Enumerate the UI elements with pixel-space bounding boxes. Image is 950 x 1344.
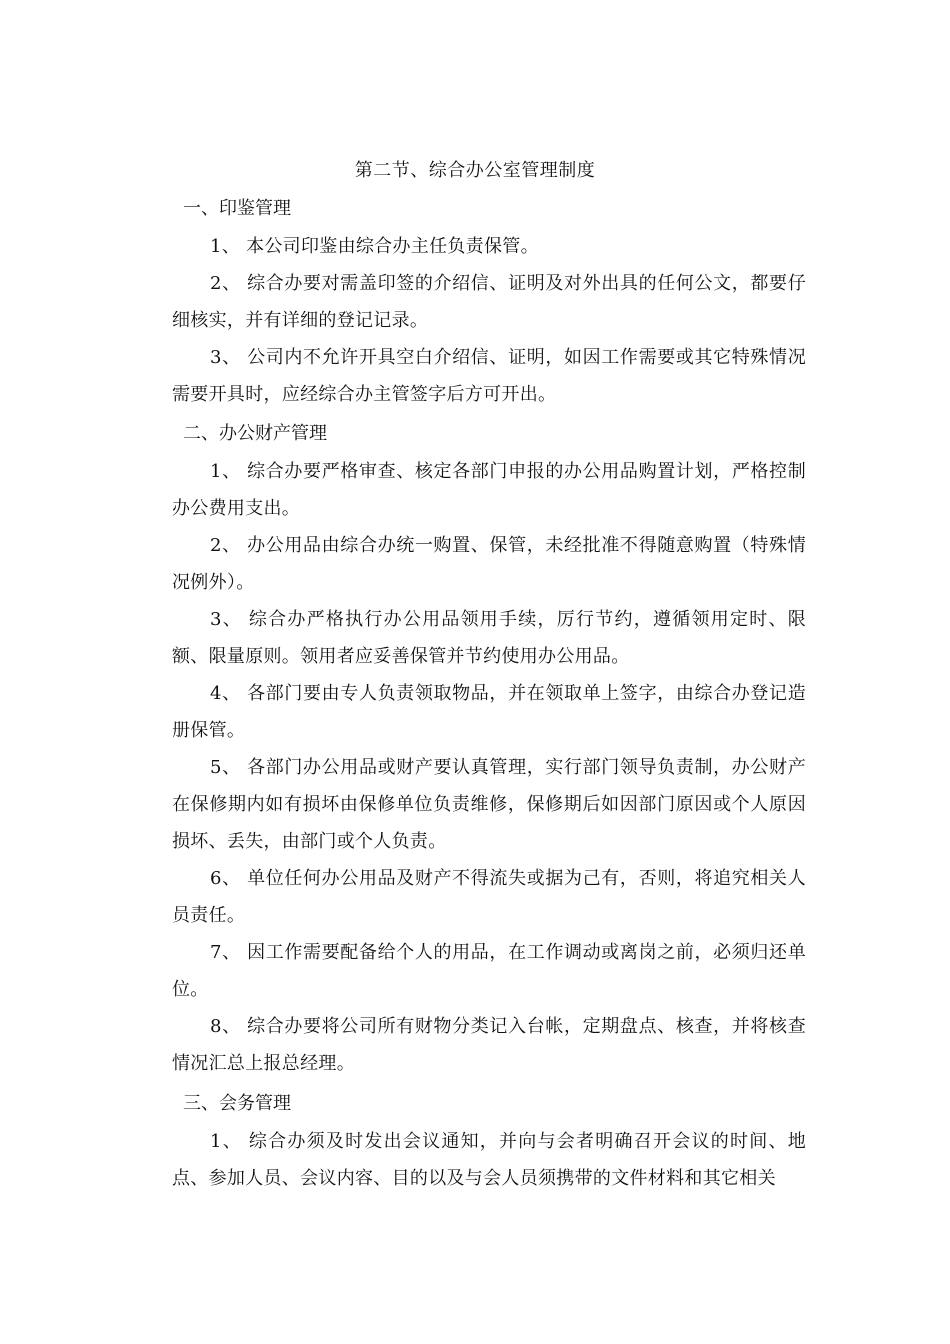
paragraph-seal-2: 2、 综合办要对需盖印签的介绍信、证明及对外出具的任何公文，都要仔细核实，并有详细的登记记录。 <box>172 273 806 331</box>
paragraph-property-4: 4、 各部门要由专人负责领取物品，并在领取单上签字，由综合办登记造册保管。 <box>172 683 806 741</box>
paragraph-property-6: 6、 单位任何办公用品及财产不得流失或据为己有，否则，将追究相关人员责任。 <box>172 868 806 926</box>
paragraph-seal-3: 3、 公司内不允许开具空白介绍信、证明，如因工作需要或其它特殊情况需要开具时，应经综合办主管签字后方可开出。 <box>172 347 806 405</box>
paragraph-property-1: 1、 综合办要严格审查、核定各部门申报的办公用品购置计划，严格控制办公费用支出。 <box>172 461 806 519</box>
paragraph-property-7: 7、 因工作需要配备给个人的用品，在工作调动或离岗之前，必须归还单位。 <box>172 942 806 1000</box>
document-title: 第二节、综合办公室管理制度 <box>354 160 596 181</box>
paragraph-property-3: 3、 综合办严格执行办公用品领用手续，厉行节约，遵循领用定时、限额、限量原则。领用者应妥善保管并节约使用办公用品。 <box>172 609 806 667</box>
paragraph-property-5: 5、 各部门办公用品或财产要认真管理，实行部门领导负责制，办公财产在保修期内如有损坏由保修单位负责维修，保修期后如因部门原因或个人原因损坏、丢失，由部门或个人负责。 <box>172 757 806 852</box>
section-heading-meeting-management: 三、会务管理 <box>183 1093 291 1114</box>
paragraph-property-2: 2、 办公用品由综合办统一购置、保管，未经批准不得随意购置（特殊情况例外）。 <box>172 535 806 593</box>
paragraph-seal-1: 1、 本公司印鉴由综合办主任负责保管。 <box>210 236 539 257</box>
paragraph-property-8: 8、 综合办要将公司所有财物分类记入台帐，定期盘点、核查，并将核查情况汇总上报总经理。 <box>172 1016 806 1074</box>
paragraph-meeting-1: 1、 综合办须及时发出会议通知，并向与会者明确召开会议的时间、地点、参加人员、会议内容、目的以及与会人员须携带的文件材料和其它相关 <box>172 1131 806 1189</box>
section-heading-seal-management: 一、印鉴管理 <box>183 198 291 219</box>
section-heading-office-property: 二、办公财产管理 <box>183 423 327 444</box>
